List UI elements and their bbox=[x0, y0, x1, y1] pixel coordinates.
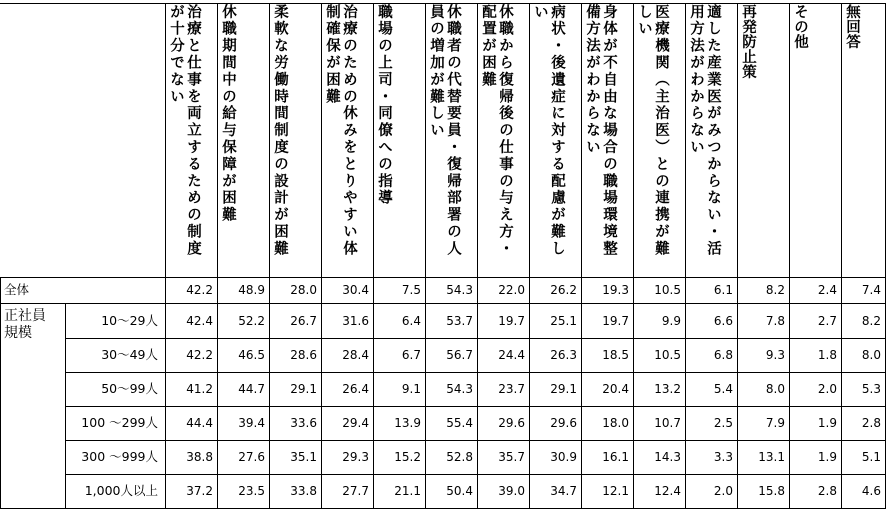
table-cell: 5.3 bbox=[861, 382, 881, 396]
table-cell: 50.4 bbox=[446, 484, 473, 498]
column-header bbox=[167, 4, 216, 272]
row-label-size: 50～99人 bbox=[101, 381, 158, 396]
table-cell: 35.1 bbox=[290, 450, 317, 464]
column-header-text: 職場の上司・同僚への指導 bbox=[376, 4, 392, 207]
table-cell: 2.0 bbox=[713, 484, 733, 498]
table-cell: 23.5 bbox=[238, 484, 265, 498]
table-cell: 37.2 bbox=[186, 484, 213, 498]
column-header bbox=[323, 4, 372, 272]
table-cell: 44.4 bbox=[186, 416, 213, 430]
v-rule bbox=[581, 3, 582, 508]
table-cell: 29.1 bbox=[550, 382, 577, 396]
table-cell: 26.4 bbox=[342, 382, 369, 396]
h-rule bbox=[0, 303, 886, 304]
column-header bbox=[739, 4, 788, 272]
table-cell: 21.1 bbox=[394, 484, 421, 498]
table-cell: 6.8 bbox=[713, 348, 733, 362]
h-rule bbox=[65, 474, 886, 475]
table-cell: 30.9 bbox=[550, 450, 577, 464]
table-cell: 52.8 bbox=[446, 450, 473, 464]
table-cell: 28.0 bbox=[290, 283, 317, 297]
table-cell: 9.3 bbox=[765, 348, 785, 362]
row-label-size: 100 ～299人 bbox=[81, 415, 158, 430]
column-header-text: 治療と仕事を両立するための制度が十分でない bbox=[168, 4, 201, 258]
table-cell: 30.4 bbox=[342, 283, 369, 297]
table-cell: 33.6 bbox=[290, 416, 317, 430]
table-cell: 55.4 bbox=[446, 416, 473, 430]
column-header bbox=[219, 4, 268, 272]
table-cell: 39.4 bbox=[238, 416, 265, 430]
row-label-size: 1,000人以上 bbox=[84, 483, 158, 498]
table-cell: 5.4 bbox=[713, 382, 733, 396]
table-cell: 29.3 bbox=[342, 450, 369, 464]
table-cell: 15.8 bbox=[758, 484, 785, 498]
table-cell: 53.7 bbox=[446, 314, 473, 328]
table-cell: 6.7 bbox=[401, 348, 421, 362]
table-cell: 25.1 bbox=[550, 314, 577, 328]
table-cell: 34.7 bbox=[550, 484, 577, 498]
table-cell: 44.7 bbox=[238, 382, 265, 396]
v-rule bbox=[269, 3, 270, 508]
table-cell: 2.7 bbox=[817, 314, 837, 328]
table-cell: 39.0 bbox=[498, 484, 525, 498]
table-cell: 42.2 bbox=[186, 348, 213, 362]
table-cell: 14.3 bbox=[654, 450, 681, 464]
table-cell: 2.0 bbox=[817, 382, 837, 396]
table-cell: 19.7 bbox=[498, 314, 525, 328]
row-label-size: 30～49人 bbox=[101, 347, 158, 362]
table-cell: 16.1 bbox=[602, 450, 629, 464]
column-header bbox=[635, 4, 684, 272]
table-cell: 6.4 bbox=[401, 314, 421, 328]
table-cell: 56.7 bbox=[446, 348, 473, 362]
v-rule bbox=[217, 3, 218, 508]
table-cell: 28.6 bbox=[290, 348, 317, 362]
table-cell: 18.0 bbox=[602, 416, 629, 430]
row-label-size: 300 ～999人 bbox=[81, 449, 158, 464]
table-cell: 13.2 bbox=[654, 382, 681, 396]
row-label-size: 10～29人 bbox=[101, 313, 158, 328]
table-cell: 22.0 bbox=[498, 283, 525, 297]
column-header bbox=[843, 4, 884, 272]
table-cell: 27.7 bbox=[342, 484, 369, 498]
column-header-text: その他 bbox=[792, 4, 808, 49]
v-rule bbox=[0, 277, 1, 508]
column-header bbox=[791, 4, 840, 272]
column-header-text: 再発防止策 bbox=[740, 4, 756, 79]
column-header-text: 柔軟な労働時間制度の設計が困難 bbox=[272, 4, 288, 258]
table-cell: 7.8 bbox=[765, 314, 785, 328]
table-cell: 4.6 bbox=[861, 484, 881, 498]
table-cell: 10.5 bbox=[654, 283, 681, 297]
table-cell: 29.4 bbox=[342, 416, 369, 430]
h-rule bbox=[65, 338, 886, 339]
table-cell: 41.2 bbox=[186, 382, 213, 396]
v-rule bbox=[425, 3, 426, 508]
h-rule bbox=[0, 508, 886, 509]
v-rule bbox=[841, 3, 842, 508]
h-rule bbox=[0, 277, 886, 278]
table-cell: 1.9 bbox=[817, 416, 837, 430]
table-cell: 12.1 bbox=[602, 484, 629, 498]
v-rule bbox=[477, 3, 478, 508]
table-cell: 26.3 bbox=[550, 348, 577, 362]
table-cell: 2.5 bbox=[713, 416, 733, 430]
table-cell: 13.9 bbox=[394, 416, 421, 430]
table-cell: 10.7 bbox=[654, 416, 681, 430]
table-cell: 24.4 bbox=[498, 348, 525, 362]
column-header bbox=[583, 4, 632, 272]
table-cell: 27.6 bbox=[238, 450, 265, 464]
v-rule bbox=[685, 3, 686, 508]
column-header-text: 休職から復帰後の仕事の与え方・配置が困難 bbox=[480, 4, 513, 258]
column-header bbox=[479, 4, 528, 272]
table-cell: 48.9 bbox=[238, 283, 265, 297]
row-label-total: 全体 bbox=[4, 282, 30, 297]
table-cell: 2.8 bbox=[817, 484, 837, 498]
column-header-text: 医療機関（主治医）との連携が難しい bbox=[636, 4, 669, 258]
table-cell: 12.4 bbox=[654, 484, 681, 498]
table-cell: 1.9 bbox=[817, 450, 837, 464]
table-cell: 9.9 bbox=[661, 314, 681, 328]
table-cell: 33.8 bbox=[290, 484, 317, 498]
v-rule bbox=[529, 3, 530, 508]
table-cell: 35.7 bbox=[498, 450, 525, 464]
table-cell: 29.6 bbox=[498, 416, 525, 430]
table-cell: 8.2 bbox=[765, 283, 785, 297]
table-cell: 8.0 bbox=[861, 348, 881, 362]
v-rule bbox=[633, 3, 634, 508]
table-cell: 42.4 bbox=[186, 314, 213, 328]
column-header-text: 無回答 bbox=[844, 4, 860, 49]
group-label: 正社員規模 bbox=[4, 308, 46, 341]
table-cell: 7.4 bbox=[861, 283, 881, 297]
column-header bbox=[271, 4, 320, 272]
v-rule bbox=[789, 3, 790, 508]
table-cell: 3.3 bbox=[713, 450, 733, 464]
table-cell: 2.4 bbox=[817, 283, 837, 297]
table-cell: 9.1 bbox=[401, 382, 421, 396]
table-cell: 5.1 bbox=[861, 450, 881, 464]
table-cell: 19.3 bbox=[602, 283, 629, 297]
v-rule bbox=[65, 303, 66, 508]
table-cell: 6.6 bbox=[713, 314, 733, 328]
table-cell: 52.2 bbox=[238, 314, 265, 328]
table-cell: 23.7 bbox=[498, 382, 525, 396]
v-rule bbox=[321, 3, 322, 508]
column-header-text: 適した産業医がみつからない・活用方法がわからない bbox=[688, 4, 721, 258]
table-cell: 31.6 bbox=[342, 314, 369, 328]
table-cell: 38.8 bbox=[186, 450, 213, 464]
column-header-text: 休職期間中の給与保障が困難 bbox=[220, 4, 236, 224]
column-header-text: 病状・後遺症に対する配慮が難しい bbox=[532, 4, 565, 258]
table-cell: 18.5 bbox=[602, 348, 629, 362]
table-cell: 1.8 bbox=[817, 348, 837, 362]
table-cell: 26.2 bbox=[550, 283, 577, 297]
table-cell: 28.4 bbox=[342, 348, 369, 362]
table-cell: 46.5 bbox=[238, 348, 265, 362]
column-header bbox=[687, 4, 736, 272]
table-cell: 6.1 bbox=[713, 283, 733, 297]
h-rule bbox=[65, 440, 886, 441]
column-header-text: 治療のための休みをとりやすい体制確保が困難 bbox=[324, 4, 357, 258]
column-header-text: 身体が不自由な場合の職場環境整備方法がわからない bbox=[584, 4, 617, 258]
table-cell: 42.2 bbox=[186, 283, 213, 297]
table-cell: 29.6 bbox=[550, 416, 577, 430]
table-cell: 8.2 bbox=[861, 314, 881, 328]
column-header bbox=[427, 4, 476, 272]
column-header bbox=[531, 4, 580, 272]
h-rule bbox=[65, 372, 886, 373]
table-cell: 20.4 bbox=[602, 382, 629, 396]
v-rule bbox=[737, 3, 738, 508]
v-rule bbox=[165, 3, 166, 508]
table-cell: 8.0 bbox=[765, 382, 785, 396]
table-cell: 15.2 bbox=[394, 450, 421, 464]
table-cell: 54.3 bbox=[446, 283, 473, 297]
table-cell: 26.7 bbox=[290, 314, 317, 328]
column-header bbox=[375, 4, 424, 272]
table-cell: 7.9 bbox=[765, 416, 785, 430]
column-header-text: 休職者の代替要員・復帰部署の人員の増加が難しい bbox=[428, 4, 461, 258]
table-cell: 29.1 bbox=[290, 382, 317, 396]
table-cell: 13.1 bbox=[758, 450, 785, 464]
v-rule bbox=[373, 3, 374, 508]
table-cell: 54.3 bbox=[446, 382, 473, 396]
table-cell: 2.8 bbox=[861, 416, 881, 430]
table-cell: 7.5 bbox=[401, 283, 421, 297]
h-rule bbox=[65, 406, 886, 407]
table-cell: 19.7 bbox=[602, 314, 629, 328]
table-cell: 10.5 bbox=[654, 348, 681, 362]
